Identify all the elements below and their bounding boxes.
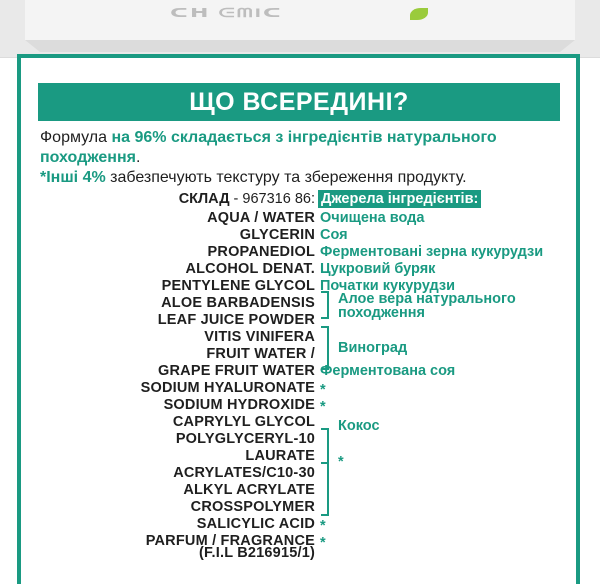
composition-label: СКЛАД: [178, 191, 230, 207]
ingredient: PARFUM / FRAGRANCE: [145, 533, 315, 549]
sources-header: Джерела інгредієнтів:: [318, 190, 481, 208]
source: Очищена вода: [320, 210, 425, 226]
ingredient: LEAF JUICE POWDER: [157, 312, 315, 328]
source: Соя: [320, 227, 348, 243]
source-asterisk: *: [320, 382, 326, 398]
composition-code: - 967316 86:: [229, 191, 315, 207]
ingredient: VITIS VINIFERA: [204, 329, 315, 345]
bracket-aloe: [321, 291, 329, 319]
intro-other-text: забезпечують текстуру та збереження продукту.: [105, 169, 467, 186]
banner-title: ЩО ВСЕРЕДИНІ?: [189, 88, 409, 116]
ingredient: ALOE BARBADENSIS: [161, 295, 315, 311]
ingredient: SODIUM HYALURONATE: [140, 380, 315, 396]
ingredient: SALICYLIC ACID: [196, 516, 315, 532]
intro-other-highlight: *Інші 4%: [40, 169, 106, 186]
brand-logo-faded: ᑕᕼ ᕮᗰIᑕ: [170, 6, 283, 20]
source: Початки кукурудзи: [320, 278, 456, 294]
title-banner: [38, 83, 560, 121]
ingredient: CROSSPOLYMER: [190, 499, 315, 515]
intro-text: [40, 128, 560, 188]
source: Ферментована соя: [320, 363, 456, 379]
intro-line-2: [40, 168, 560, 188]
composition-header: [179, 190, 315, 208]
ingredient: LAURATE: [245, 448, 315, 464]
source: Алое вера натурального: [338, 291, 516, 307]
source-asterisk: *: [320, 399, 326, 415]
intro-highlight: на 96% складається з інгредієнтів натурального походження: [40, 129, 497, 166]
ingredient: ALKYL ACRYLATE: [183, 482, 315, 498]
ingredient: ACRYLATES/C10-30: [173, 465, 315, 481]
ingredient: PROPANEDIOL: [207, 244, 315, 260]
intro-line-1: [40, 128, 560, 168]
ingredient: ALCOHOL DENAT.: [185, 261, 315, 277]
bracket-coconut: [321, 428, 329, 464]
source-asterisk: *: [320, 518, 326, 534]
ingredient: AQUA / WATER: [207, 210, 315, 226]
source-asterisk: *: [320, 535, 326, 551]
intro-period: .: [135, 149, 141, 166]
ingredient: POLYGLYCERYL-10: [175, 431, 315, 447]
source: Кокос: [338, 418, 380, 434]
source: Виноград: [338, 340, 408, 356]
ingredient: FRUIT WATER /: [206, 346, 315, 362]
source: Цукровий буряк: [320, 261, 436, 277]
ingredient: (F.I.L B216915/1): [199, 545, 315, 561]
ingredient: GRAPE FRUIT WATER: [158, 363, 315, 379]
ingredient: PENTYLENE GLYCOL: [161, 278, 315, 294]
ingredient: GLYCERIN: [239, 227, 315, 243]
source: походження: [338, 305, 425, 321]
source: Ферментовані зерна кукурудзи: [320, 244, 544, 260]
ingredient: SODIUM HYDROXIDE: [163, 397, 315, 413]
source-asterisk: *: [338, 454, 344, 470]
ingredient: CAPRYLYL GLYCOL: [172, 414, 315, 430]
bracket-acrylates: [321, 462, 329, 516]
box-lid-shape: [0, 0, 600, 58]
intro-text-a: Формула: [40, 129, 112, 146]
